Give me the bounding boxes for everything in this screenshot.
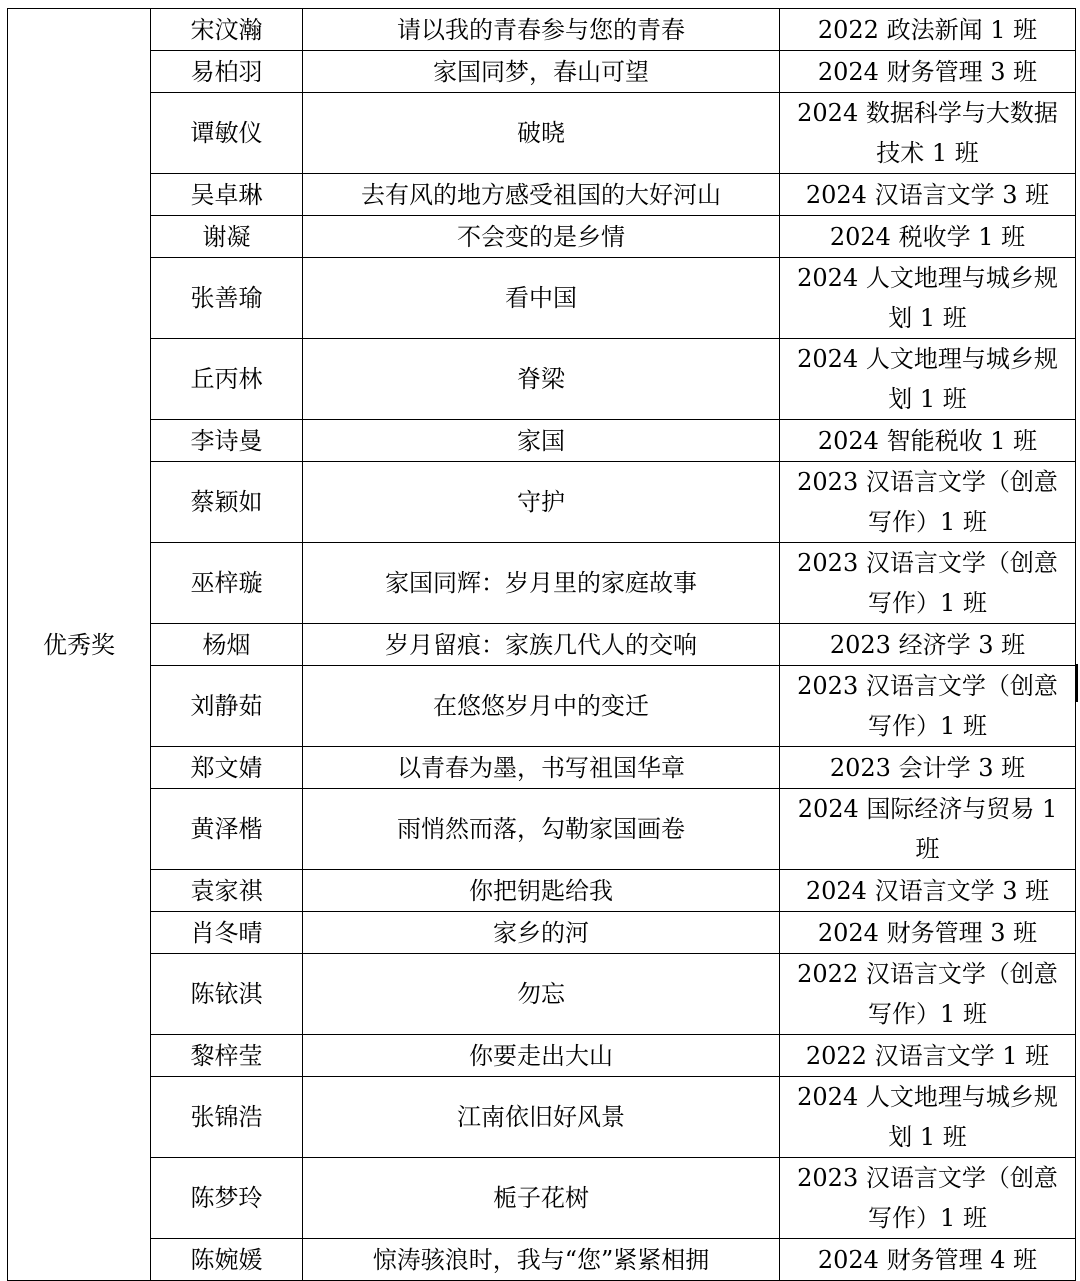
student-name: 杨烟 — [151, 624, 303, 666]
class-name: 2024 国际经济与贸易 1 班 — [780, 789, 1076, 870]
work-title: 栀子花树 — [303, 1158, 780, 1239]
table-row — [8, 747, 1076, 789]
work-title: 守护 — [303, 462, 780, 543]
student-name: 刘静茹 — [151, 666, 303, 747]
table-row — [8, 870, 1076, 912]
class-name: 2022 汉语言文学 1 班 — [780, 1035, 1076, 1077]
student-name: 易柏羽 — [151, 51, 303, 93]
table-row — [8, 624, 1076, 666]
class-name: 2023 汉语言文学（创意写作）1 班 — [780, 543, 1076, 624]
class-name: 2024 汉语言文学 3 班 — [780, 174, 1076, 216]
student-name: 张善瑜 — [151, 258, 303, 339]
work-title: 惊涛骇浪时，我与“您”紧紧相拥 — [303, 1239, 780, 1281]
work-title: 看中国 — [303, 258, 780, 339]
class-name: 2024 汉语言文学 3 班 — [780, 870, 1076, 912]
class-name: 2024 财务管理 3 班 — [780, 51, 1076, 93]
class-name: 2024 数据科学与大数据技术 1 班 — [780, 93, 1076, 174]
class-name: 2023 经济学 3 班 — [780, 624, 1076, 666]
award-category-cell: 优秀奖 — [8, 9, 151, 1281]
text-cursor — [1076, 664, 1078, 702]
student-name: 谢凝 — [151, 216, 303, 258]
student-name: 李诗曼 — [151, 420, 303, 462]
class-name: 2023 汉语言文学（创意写作）1 班 — [780, 462, 1076, 543]
work-title: 岁月留痕：家族几代人的交响 — [303, 624, 780, 666]
work-title: 家乡的河 — [303, 912, 780, 954]
table-row — [8, 912, 1076, 954]
table-row — [8, 420, 1076, 462]
table-row — [8, 9, 1076, 51]
student-name: 陈婉媛 — [151, 1239, 303, 1281]
student-name: 黎梓莹 — [151, 1035, 303, 1077]
class-name: 2022 汉语言文学（创意写作）1 班 — [780, 954, 1076, 1035]
table-row — [8, 462, 1076, 543]
class-name: 2024 智能税收 1 班 — [780, 420, 1076, 462]
class-name: 2023 会计学 3 班 — [780, 747, 1076, 789]
work-title: 家国同辉：岁月里的家庭故事 — [303, 543, 780, 624]
work-title: 江南依旧好风景 — [303, 1077, 780, 1158]
table-row — [8, 1239, 1076, 1281]
work-title: 不会变的是乡情 — [303, 216, 780, 258]
table-row — [8, 1077, 1076, 1158]
work-title: 以青春为墨，书写祖国华章 — [303, 747, 780, 789]
student-name: 陈梦玲 — [151, 1158, 303, 1239]
student-name: 袁家祺 — [151, 870, 303, 912]
student-name: 陈铱淇 — [151, 954, 303, 1035]
class-name: 2024 税收学 1 班 — [780, 216, 1076, 258]
class-name: 2024 人文地理与城乡规划 1 班 — [780, 1077, 1076, 1158]
table-row — [8, 216, 1076, 258]
class-name: 2023 汉语言文学（创意写作）1 班 — [780, 1158, 1076, 1239]
student-name: 肖冬晴 — [151, 912, 303, 954]
table-row — [8, 1158, 1076, 1239]
work-title: 请以我的青春参与您的青春 — [303, 9, 780, 51]
work-title: 去有风的地方感受祖国的大好河山 — [303, 174, 780, 216]
table-row — [8, 666, 1076, 747]
student-name: 张锦浩 — [151, 1077, 303, 1158]
table-row — [8, 174, 1076, 216]
student-name: 丘丙林 — [151, 339, 303, 420]
class-name: 2024 人文地理与城乡规划 1 班 — [780, 339, 1076, 420]
work-title: 你把钥匙给我 — [303, 870, 780, 912]
award-table-body — [8, 9, 1076, 1281]
class-name: 2024 人文地理与城乡规划 1 班 — [780, 258, 1076, 339]
table-row — [8, 93, 1076, 174]
award-table — [7, 8, 1076, 1281]
class-name: 2023 汉语言文学（创意写作）1 班 — [780, 666, 1076, 747]
table-row — [8, 789, 1076, 870]
work-title: 你要走出大山 — [303, 1035, 780, 1077]
class-name: 2024 财务管理 4 班 — [780, 1239, 1076, 1281]
student-name: 吴卓琳 — [151, 174, 303, 216]
student-name: 巫梓璇 — [151, 543, 303, 624]
work-title: 家国同梦，春山可望 — [303, 51, 780, 93]
class-name: 2022 政法新闻 1 班 — [780, 9, 1076, 51]
student-name: 宋汶瀚 — [151, 9, 303, 51]
work-title: 破晓 — [303, 93, 780, 174]
work-title: 勿忘 — [303, 954, 780, 1035]
table-row — [8, 1035, 1076, 1077]
student-name: 黄泽楷 — [151, 789, 303, 870]
table-row — [8, 954, 1076, 1035]
table-row — [8, 543, 1076, 624]
student-name: 蔡颖如 — [151, 462, 303, 543]
work-title: 脊梁 — [303, 339, 780, 420]
work-title: 家国 — [303, 420, 780, 462]
class-name: 2024 财务管理 3 班 — [780, 912, 1076, 954]
work-title: 雨悄然而落，勾勒家国画卷 — [303, 789, 780, 870]
table-row — [8, 51, 1076, 93]
student-name: 郑文婧 — [151, 747, 303, 789]
table-row — [8, 339, 1076, 420]
student-name: 谭敏仪 — [151, 93, 303, 174]
table-row — [8, 258, 1076, 339]
work-title: 在悠悠岁月中的变迁 — [303, 666, 780, 747]
